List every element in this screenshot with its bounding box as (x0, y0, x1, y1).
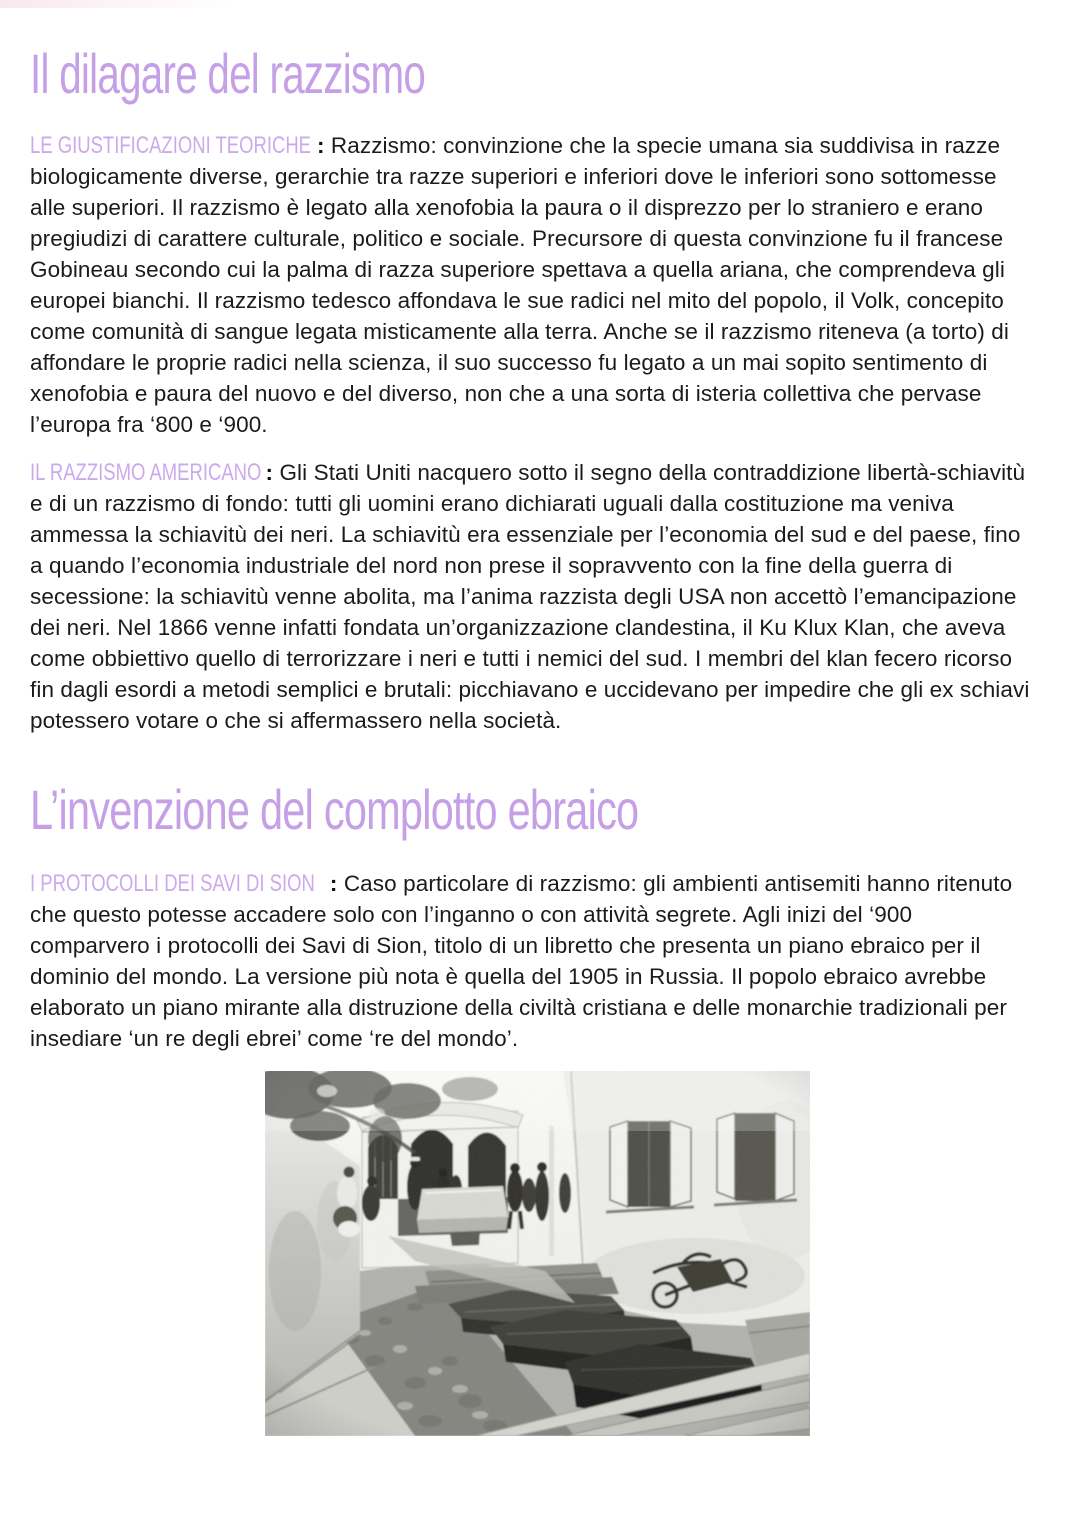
paragraph-razzismo-americano (30, 457, 1035, 736)
paragraph-header-giustificazioni: LE GIUSTIFICAZIONI TEORICHE (30, 132, 312, 159)
paragraph-header-protocolli: I PROTOCOLLI DEI SAVI DI SION (30, 870, 315, 897)
paragraph-header-razzismo-americano: IL RAZZISMO AMERICANO (30, 459, 262, 486)
paragraph-text: Gli Stati Uniti nacquero sotto il segno della contraddizione libertà-schiavitù e di un razzismo di fondo: tutti gli uomini erano dichiarati uguali dalla costituzione ma veniva ammessa la schiavitù dei neri. La schiavitù era essenziale per l’economia del sud e del paese, fino a quando l’economia industriale del nord non prese il sopravvento con la fine della guerra di secessione: la schiavitù venne abolita, ma l’anima razzista degli USA non accettò l’emancipazione dei neri. Nel 1866 venne infatti fondata un’organizzazione clandestina, il Ku Klux Klan, che aveva come obbiettivo quello di terrorizzare i neri e tutti i nemici del sud. I membri del klan fecero ricorso fin dagli esordi a metodi semplici e brutali: picchiavano e uccidevano per impedire che gli ex schiavi potessero votare o che si affermassero nella società. (30, 460, 1030, 733)
paragraph-text: Razzismo: convinzione che la specie umana sia suddivisa in razze biologicamente diverse, gerarchie tra razze superiori e inferiori dove le inferiori sono sottomesse alle superiori. Il razzismo è legato alla xenofobia la paura o il disprezzo per lo straniero e erano pregiudizi di carattere culturale, politico e sociale. Precursore di questa convinzione fu il francese Gobineau secondo cui la palma di razza superiore spettava a quella ariana, che comprendeva gli europei bianchi. Il razzismo tedesco affondava le sue radici nel mito del popolo, il Volk, concepito come comunità di sangue legata misticamente alla terra. Anche se il razzismo riteneva (a torto) di affondare le proprie radici nella scienza, il suo successo fu legato a un mai sopito sentimento di xenofobia e paura del nuovo e del diverso, non che a una sorta di isteria collettiva che pervase l’europa fra ‘800 e ‘900. (30, 133, 1010, 437)
paragraph-text: Caso particolare di razzismo: gli ambienti antisemiti hanno ritenuto che questo potesse accadere solo con l’inganno o con attività segrete. Agli inizi del ‘900 comparvero i protocolli dei Savi di Sion, titolo di un libretto che presenta un piano ebraico per il dominio del mondo. La versione più nota è quella del 1905 in Russia. Il popolo ebraico avrebbe elaborato un piano mirante alla distruzione della civiltà cristiana e delle monarchie tradizionali per insediare ‘un re degli ebrei’ come ‘re del mondo’. (30, 871, 1013, 1051)
section-title-complotto-ebraico: L’invenzione del complotto ebraico (30, 778, 639, 841)
header-separator: : (329, 871, 344, 896)
header-separator: : (316, 133, 331, 158)
historical-photo-illustration (265, 1071, 810, 1436)
historical-photo (265, 1071, 810, 1436)
section-title-razzismo: Il dilagare del razzismo (30, 42, 426, 105)
paragraph-giustificazioni (30, 130, 1035, 440)
header-separator: : (265, 460, 280, 485)
paragraph-protocolli (30, 868, 1035, 1054)
